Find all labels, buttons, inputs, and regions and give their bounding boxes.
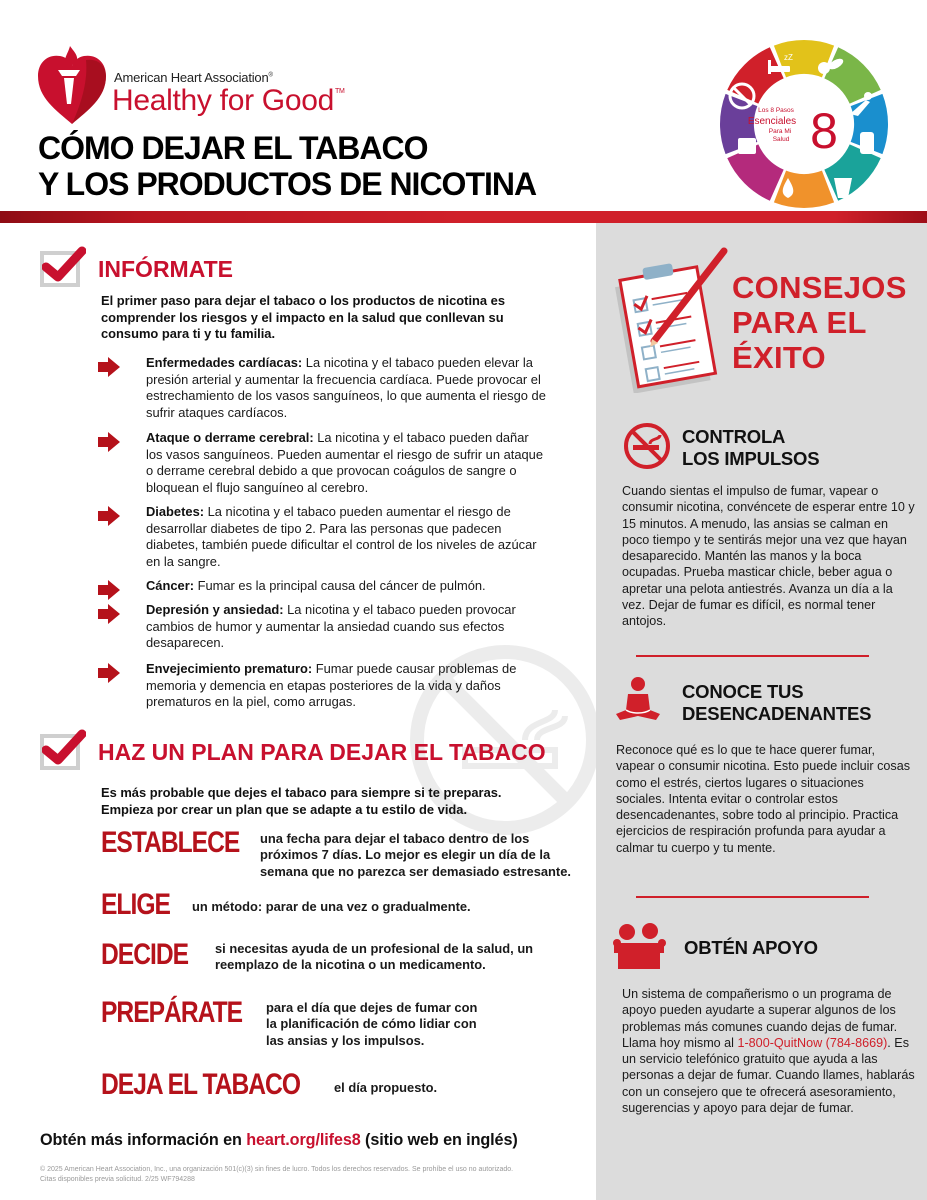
step-verb: DECIDE xyxy=(101,938,189,971)
tips-panel xyxy=(596,223,927,1200)
blood-pressure-icon xyxy=(738,138,756,154)
step-description: si necesitas ayuda de un profesional de la salud, un reemplazo de la nicotina o un medicamento. xyxy=(215,941,534,973)
sleep-icon xyxy=(770,66,790,72)
tip-body: Reconoce qué es lo que te hace querer fumar, vapear o consumir nicotina. Esto puede incluir cosas como el estrés, ciertos lugares o situaciones sociales. Intenta evitar o controlar estos desencadenantes, sobre todo al principio. Practica ejercicios de respiración profunda para ayudar a calmar tu cuerpo y tu mente. xyxy=(616,743,911,855)
step-verb: ELIGE xyxy=(101,888,170,921)
informate-intro: El primer paso para dejar el tabaco o los productos de nicotina es comprender los riesgos y el impacto en la salud que conllevan su consumo para ti y tu familia. xyxy=(101,293,506,341)
aha-torch-heart-logo xyxy=(36,40,108,126)
wheel-big-8: 8 xyxy=(810,103,838,159)
no-smoking-icon xyxy=(622,421,672,471)
arrow-right-icon xyxy=(98,604,120,624)
more-info-line: Obtén más información en heart.org/lifes8 (sitio web en inglés) xyxy=(40,1131,518,1149)
checkbox-icon xyxy=(40,251,80,287)
step-verb: DEJA EL TABACO xyxy=(101,1068,300,1101)
section-header-informate xyxy=(40,251,233,287)
exercise-icon xyxy=(864,92,872,100)
step-verb: PREPÁRATE xyxy=(101,996,243,1029)
header xyxy=(0,0,927,210)
arrow-right-icon xyxy=(98,357,120,377)
tip-title: CONOCE TUS DESENCADENANTES xyxy=(682,681,872,724)
tip-body: Cuando sientas el impulso de fumar, vapear o consumir nicotina, convéncete de esperar entre 10 y 15 minutos. A menudo, las ansias se calman en poco tiempo y te sentirás mejor una vez que hayan desaparecido. Mantén las manos y la boca ocupadas. Prueba masticar chicle, beber agua o apretar una pelota antiestrés. Avanza un día a la vez. Dejar de fumar es difícil, es normal tener antojos. xyxy=(622,484,915,629)
arrow-right-icon xyxy=(98,506,120,526)
wheel-center-line3: Para Mi xyxy=(768,128,792,135)
meditation-icon xyxy=(612,676,664,724)
divider xyxy=(636,896,869,898)
brand-name: Healthy for Good™ xyxy=(112,84,345,117)
food-icon xyxy=(818,62,830,74)
glucose-meter-icon xyxy=(860,132,874,154)
tip-body: Un sistema de compañerismo o un programa de apoyo pueden ayudarte a superar algunos de los problemas más comunes cuando dejas de fumar. Llama hoy mismo al 1-800-QuitNow (784-8669). Es un servicio telefónico gratuito que ayuda a las personas a dejar de fumar. Cuando llames, hablarás con un consejero que te ofrecerá asesoramiento, sugerencias y apoyo para dejar de fumar. xyxy=(622,987,915,1116)
section-header-plan xyxy=(40,734,546,770)
arrow-right-icon xyxy=(98,432,120,452)
tip-title: OBTÉN APOYO xyxy=(684,937,818,958)
copyright: © 2025 American Heart Association, Inc., una organización 501(c)(3) sin fines de lucro. Todos los derechos reservados. Se prohíbe el uso no autorizado. Citas disponibles previa solicitud. 2/25 WF794288 xyxy=(40,1166,514,1183)
plan-step xyxy=(101,1068,344,1102)
wheel-center-line1: Los 8 Pasos xyxy=(758,107,794,114)
step-verb: ESTABLECE xyxy=(101,826,240,859)
page-title: CÓMO DEJAR EL TABACO Y LOS PRODUCTOS DE NICOTINA xyxy=(38,130,537,202)
plan-step xyxy=(101,938,207,972)
svg-text:zZ: zZ xyxy=(784,53,793,62)
divider xyxy=(636,655,869,657)
quitline-phone[interactable]: 1-800-QuitNow (784-8669) xyxy=(737,1035,888,1050)
plan-step xyxy=(101,888,185,922)
plan-step xyxy=(101,996,273,1030)
wheel-center-line2: Esenciales xyxy=(747,116,797,127)
checkbox-icon xyxy=(40,734,80,770)
plan-intro: Es más probable que dejes el tabaco para siempre si te preparas. Empieza por crear un plan que se adapte a tu estilo de vida. xyxy=(101,785,502,817)
wheel-center-line4: Salud xyxy=(772,136,790,143)
arrow-right-icon xyxy=(98,580,120,600)
panel-title: CONSEJOS PARA EL ÉXITO xyxy=(732,270,907,375)
lifes-essential-8-wheel xyxy=(718,38,890,210)
plan-step xyxy=(101,826,270,860)
heart-org-link[interactable]: heart.org/lifes8 xyxy=(246,1131,361,1149)
step-description: para el día que dejes de fumar con la planificación de cómo lidiar con las ansias y los impulsos. xyxy=(266,1000,478,1048)
step-description: una fecha para dejar el tabaco dentro de los próximos 7 días. Lo mejor es elegir un día de la semana que no parezca ser demasiado estresante. xyxy=(260,831,571,879)
step-description: un método: parar de una vez o gradualmente. xyxy=(192,899,471,914)
section-title: INFÓRMATE xyxy=(98,255,234,282)
section-title: HAZ UN PLAN PARA DEJAR EL TABACO xyxy=(98,738,546,765)
clipboard-checklist-icon xyxy=(606,243,728,393)
step-description: el día propuesto. xyxy=(334,1080,438,1095)
arrow-right-icon xyxy=(98,663,120,683)
header-red-bar xyxy=(0,211,927,223)
org-name: American Heart Association® xyxy=(114,70,273,85)
people-icon xyxy=(612,923,668,969)
tip-title: CONTROLA LOS IMPULSOS xyxy=(682,426,820,469)
